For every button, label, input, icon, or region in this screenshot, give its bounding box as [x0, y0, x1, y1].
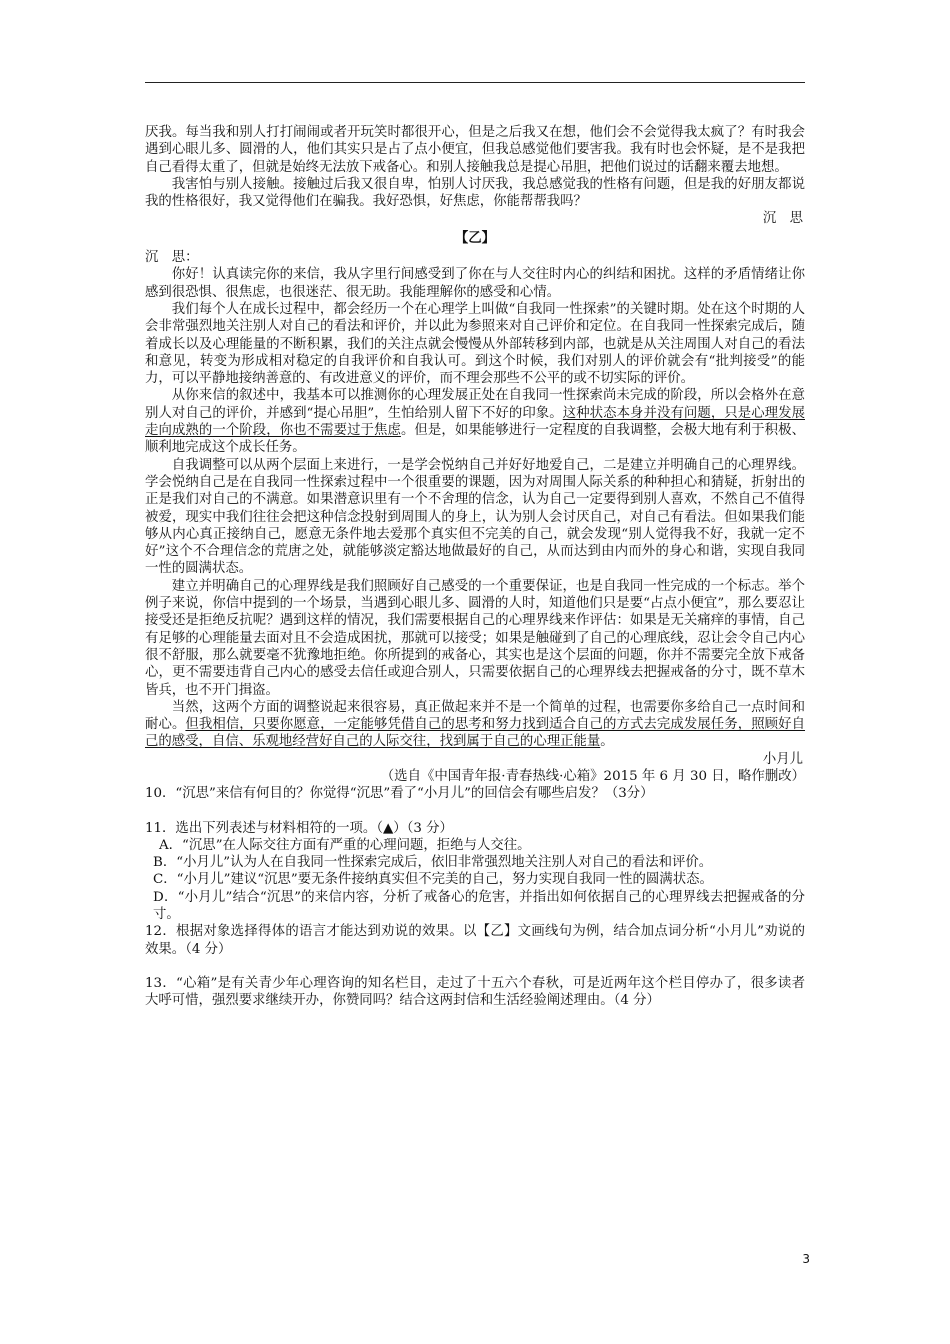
page-number: 3	[802, 1252, 810, 1266]
letter-jia-signature: 沉 思	[762, 211, 803, 227]
question-10: 10．“沉思”来信有何目的？你觉得“沉思”看了“小月儿”的回信会有哪些启发？（3分）	[145, 786, 654, 802]
source-citation: （选自《中国青年报·青春热线·心箱》2015 年 6 月 30 日，略作删改）	[380, 768, 805, 784]
question-11-option-d: D．“小月儿”结合“沉思”的来信内容，分析了戒备心的危害，并指出如何依据自己的心理界线去把握戒备的分寸。	[153, 889, 805, 923]
question-12: 12．根据对象选择得体的语言才能达到劝说的效果。以【乙】文画线句为例，结合加点词分析“小月儿”劝说的效果。（4 分）	[145, 924, 805, 957]
paragraph-3-text-start: 从你来信的叙述中，我基本可以推测你的心理发展正处在自我同一性探索尚未完成的阶段，所以会格外在意别人对自己的评价，并感到“提心吊胆”，生怕给别人留下不好的印象。	[145, 388, 805, 421]
header-rule	[145, 82, 805, 83]
letter-jia-paragraph-2: 我害怕与别人接触。接触过后我又很自卑，怕别人讨厌我，我总感觉我的性格有问题，但是我的好朋友都说我的性格很好，我又觉得他们在骗我。我好恐惧，好焦虑，你能帮帮我吗？	[145, 176, 805, 210]
page-content	[145, 124, 805, 1010]
letter-yi-paragraph-3	[145, 387, 805, 456]
underlined-sentence-2: 但我相信，只要你愿意，一定能够凭借自己的思考和努力找到适合自己的方式去完成发展任务，照顾好自己的感受，自信、乐观地经营好自己的人际交往，找到属于自己的心理正能量	[145, 717, 806, 750]
letter-jia-paragraph-1: 厌我。每当我和别人打打闹闹或者开玩笑时都很开心，但是之后我又在想，他们会不会觉得我太疯了？有时我会遇到心眼儿多、圆滑的人，他们其实只是占了点小便宜，但我总感觉他们要害我。我有时也会怀疑，是不是我把自己看得太重了，但就是始终无法放下戒备心。和别人接触我总是提心吊胆，把他们说过的话翻来覆去地想。	[145, 125, 805, 175]
letter-yi-signature: 小月儿	[762, 751, 803, 767]
letter-yi-paragraph-4: 自我调整可以从两个层面上来进行，一是学会悦纳自己并好好地爱自己，二是建立并明确自己的心理界线。学会悦纳自己是在自我同一性探索过程中一个很重要的课题，因为对周围人际关系的种种担心和猜疑，折射出的正是我们对自己的不满意。如果潜意识里有一个不舍理的信念，认为自己一定要得到别人喜欢，不然自己不值得被爱，现实中我们往往会把这种信念投射到周围人的身上，认为别人会讨厌自己，对自己有看法。但如果我们能够从内心真正接纳自己，愿意无条件地去爱那个真实但不完美的自己，就会发现“别人觉得我不好，我就一定不好”这个不合理信念的荒唐之处，就能够淡定豁达地做最好的自己，从而达到由内而外的身心和谐，实现自我同一性的圆满状态。	[145, 457, 805, 577]
letter-yi-paragraph-5: 建立并明确自己的心理界线是我们照顾好自己感受的一个重要保证，也是自我同一性完成的一个标志。举个例子来说，你信中提到的一个场景，当遇到心眼儿多、圆滑的人时，知道他们只是要“占点小便宜”，那么要忍让接受还是拒绝反抗呢？遇到这样的情况，我们需要根据自己的心理界线来作评估：如果是无关痛痒的事情，自己有足够的心理能量去面对且不会造成困扰，那就可以接受；如果是触碰到了自己的心理底线，忍让会令自己内心很不舒服，那么就要毫不犹豫地拒绝。你所提到的戒备心，其实也是这个层面的问题，你并不需要完全放下戒备心，更不需要违背自己内心的感受去信任或迎合别人，只需要依据自己的心理界线去把握戒备的分寸，既不草木皆兵，也不开门揖盗。	[145, 578, 805, 698]
question-13: 13．“心箱”是有关青少年心理咨询的知名栏目，走过了十五六个春秋，可是近两年这个栏目停办了，很多读者大呼可惜，强烈要求继续开办，你赞同吗？结合这两封信和生活经验阐述理由。（4 分）	[145, 975, 805, 1009]
answer-space	[145, 803, 805, 820]
letter-yi-paragraph-6	[145, 699, 805, 751]
underlined-sentence-1: 这种状态本身并没有问题，只是心理发展走向成熟的一个阶段，你也不需要过于焦虑	[145, 405, 805, 439]
section-heading-yi: 【乙】	[454, 229, 496, 246]
letter-yi-paragraph-1: 你好！认真读完你的来信，我从字里行间感受到了你在与人交往时内心的纠结和困扰。这样的矛盾情绪让你感到很恐惧、很焦虑，也很迷茫、很无助。我能理解你的感受和心情。	[145, 267, 805, 300]
letter-yi-paragraph-2: 我们每个人在成长过程中，都会经历一个在心理学上叫做“自我同一性探索”的关键时期。处在这个时期的人会非常强烈地关注别人对自己的看法和评价，并以此为参照来对自己评价和定位。在自我同一性探索完成后，随着成长以及心理能量的不断积累，我们的关注点就会慢慢从外部转移到内部，也就是从关注周围人对自己的看法和意见，转变为形成相对稳定的自我评价和自我认可。到这个时候，我们对别人的评价就会有“批判接受”的能力，可以平静地接纳善意的、有改进意义的评价，而不理会那些不公平的或不切实际的评价。	[145, 301, 805, 387]
question-11: 11．选出下列表述与材料相符的一项。（▲）（3 分）	[145, 820, 453, 836]
paragraph-6-text-end: 。	[600, 734, 614, 750]
letter-yi-salutation: 沉 思：	[145, 250, 199, 266]
question-11-option-b: B．“小月儿”认为人在自我同一性探索完成后，依旧非常强烈地关注别人对自己的看法和评价。	[153, 855, 713, 871]
answer-space	[145, 958, 805, 975]
paragraph-3-text-end: 。但是，如果能够进行一定程度的自我调整，会极大地有利于积极、顺利地完成这个成长任务。	[145, 423, 806, 456]
question-11-option-c: C．“小月儿”建议“沉思”要无条件接纳真实但不完美的自己，努力实现自我同一性的圆满状态。	[153, 872, 713, 888]
question-11-option-a: A．“沉思”在人际交往方面有严重的心理问题，拒绝与人交往。	[159, 837, 531, 853]
paragraph-6-text-start: 当然，这两个方面的调整说起来很容易，真正做起来并不是一个简单的过程，也需要你多给自己一点时间和耐心。	[145, 699, 805, 733]
